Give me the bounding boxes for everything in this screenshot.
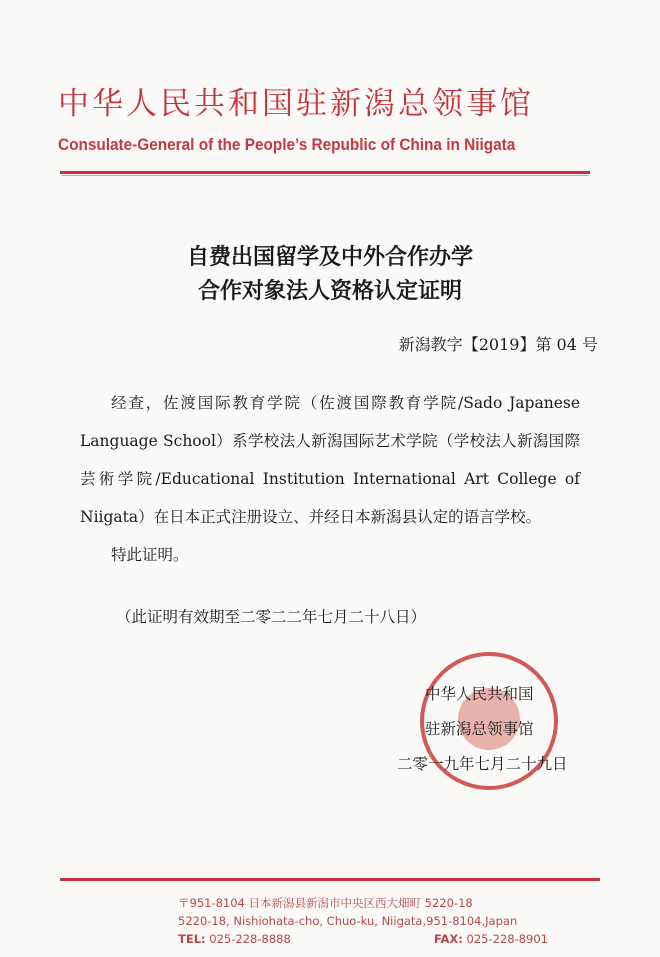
signature-date: 二零一九年七月二十九日 [397,755,568,773]
tel-label: TEL: [178,932,206,946]
document-number: 新潟教字【2019】第 04 号 [398,335,598,354]
footer-fax [434,932,548,946]
signature-line1: 中华人民共和国 [425,685,534,703]
header-divider [60,171,590,174]
closing-statement: 特此证明。 [111,546,189,564]
footer-tel [178,932,291,946]
document-title-line1: 自费出国留学及中外合作办学 [186,245,473,270]
letterhead-title-en: Consulate-General of the People’s Republic of China in Niigata [58,136,516,154]
body-paragraph: 经查，佐渡国际教育学院（佐渡国際教育学院/Sado Japanese Language School）系学校法人新潟国际艺术学院（学校法人新潟国際芸術学院/Educational Institution International Art College of Niigata）在日本正式注册设立、并经日本新潟县认定的语言学校。 [80,394,580,526]
footer-address-en: 5220-18, Nishiohata-cho, Chuo-ku, Niigata,951-8104,Japan [178,914,518,928]
footer-divider [60,878,600,881]
fax-value: 025-228-8901 [466,932,548,946]
document-body [80,384,580,574]
validity-note: （此证明有效期至二零二二年七月二十八日） [116,608,427,626]
document-title-line2: 合作对象法人资格认定证明 [197,279,462,304]
footer-address-cn: 〒951-8104 日本新潟县新潟市中央区西大畑町 5220-18 [178,896,473,910]
letterhead-title-cn: 中华人民共和国驻新潟总领事馆 [58,86,534,122]
signature-line2: 驻新潟总领事馆 [425,720,534,738]
fax-label: FAX: [433,932,463,946]
tel-value: 025-228-8888 [209,932,291,946]
